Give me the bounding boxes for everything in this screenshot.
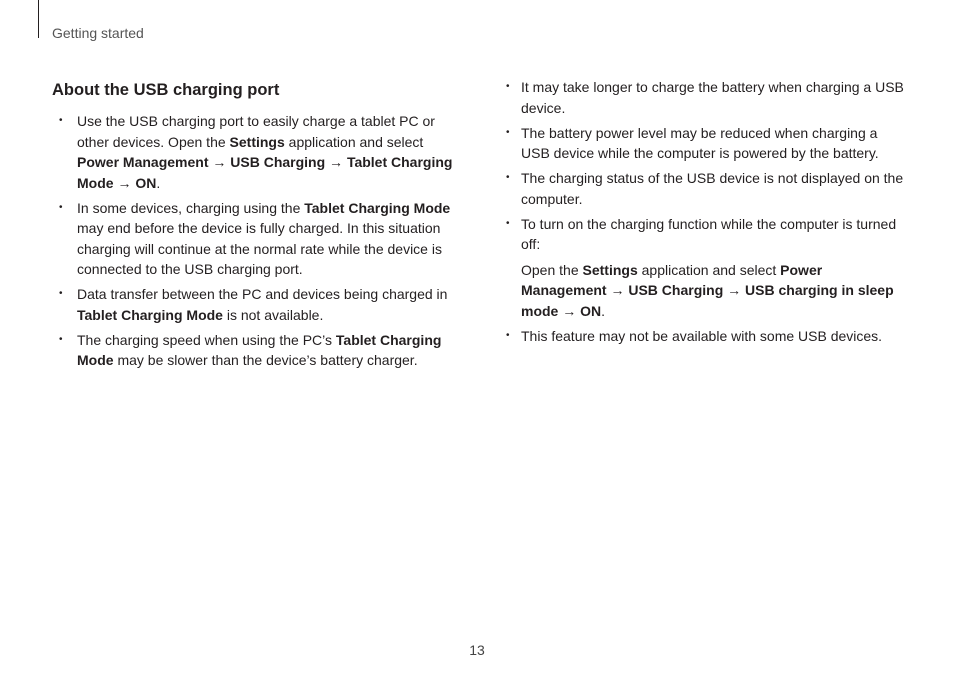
list-item: • In some devices, charging using the Tablet Charging Mode may end before the device is fully charged. In this situation charging will continue at the normal rate while the device is connected to the USB charging port. bbox=[59, 199, 451, 277]
left-bullet-list bbox=[52, 111, 464, 371]
list-item: • This feature may not be available with some USB devices. bbox=[506, 326, 910, 347]
list-item: • The charging status of the USB device is not displayed on the computer. bbox=[506, 170, 904, 207]
list-item: • Data transfer between the PC and devices being charged in Tablet Charging Mode is not available. bbox=[59, 286, 448, 323]
bullet-icon: • bbox=[506, 217, 510, 229]
sub-paragraph: Open the Settings application and select Power Management → USB Charging → USB charging in sleep mode → ON. bbox=[521, 261, 894, 319]
bullet-icon: • bbox=[59, 115, 63, 126]
bullet-icon: • bbox=[506, 172, 510, 183]
bullet-icon: • bbox=[506, 126, 510, 138]
left-column bbox=[52, 78, 464, 375]
bullet-icon: • bbox=[59, 201, 63, 213]
section-label: Getting started bbox=[52, 25, 144, 41]
list-item: • The charging speed when using the PC’s Tablet Charging Mode may be slower than the device’s battery charger. bbox=[59, 331, 442, 368]
bullet-icon: • bbox=[506, 329, 510, 341]
page-number: 13 bbox=[469, 642, 485, 658]
right-column bbox=[506, 77, 910, 351]
list-item: • Use the USB charging port to easily charge a tablet PC or other devices. Open the Settings application and select Power Management → USB Charging → Tablet Charging Mode → ON. bbox=[59, 113, 453, 191]
bullet-icon: • bbox=[59, 333, 63, 345]
list-item: • To turn on the charging function while the computer is turned off: Open the Settings application and select Power Management → USB Charging → USB charging in sleep mode → ON. bbox=[506, 214, 910, 322]
right-bullet-list bbox=[506, 77, 910, 346]
section-heading: About the USB charging port bbox=[52, 81, 280, 99]
bullet-icon: • bbox=[506, 81, 510, 92]
header-rule bbox=[38, 0, 39, 38]
list-item: • It may take longer to charge the battery when charging a USB device. bbox=[506, 79, 904, 116]
bullet-icon: • bbox=[59, 288, 63, 299]
list-item: • The battery power level may be reduced when charging a USB device while the computer is powered by the battery. bbox=[506, 124, 879, 161]
